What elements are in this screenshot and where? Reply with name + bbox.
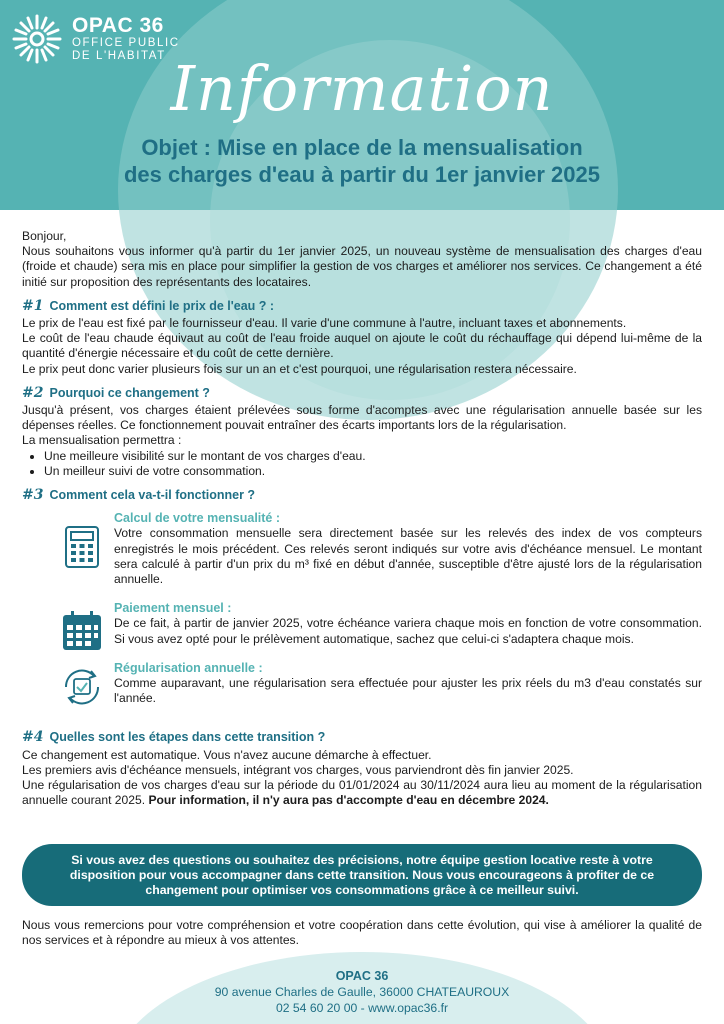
- subsection-monthly-payment: [22, 601, 702, 647]
- section-2-paragraph-2: La mensualisation permettra :: [22, 433, 182, 448]
- bullet-item: • Une meilleure visibilité sur le montant de vos charges d'eau.: [44, 449, 702, 464]
- contact-callout: [22, 844, 702, 906]
- section-4-title: [22, 730, 702, 745]
- intro-paragraph: Nous souhaitons vous informer qu'à partir du 1er janvier 2025, un nouveau système de mensualisation des charges d'eau (froide et chaude) sera mis en place pour simplifier la gestion de vos charges et améliorer nos services. Ce changement a été initié sur proposition des représentants des locataires.: [22, 244, 702, 289]
- greeting: Bonjour,: [22, 229, 67, 243]
- object-title-line-1: Objet : Mise en place de la mensualisation: [141, 135, 583, 160]
- letter-body: [22, 229, 702, 809]
- footer-contact: 02 54 60 20 00 - www.opac36.fr: [275, 1001, 449, 1015]
- section-2-number: #2: [22, 384, 44, 401]
- script-title: Information: [170, 52, 554, 125]
- section-1-number: #1: [22, 297, 44, 314]
- section-4-number: #4: [22, 729, 44, 746]
- subsection-text: Votre consommation mensuelle sera directement basée sur les relevés des index de vos compteurs enregistrés le mois précédent. Ces relevés seront indiqués sur votre avis d'échéance mensuel. Le montant sera calculé à partir d'un prix du m³ fixé en début d'année, susceptible d'être ajusté lors de la régularisation annuelle.: [114, 526, 702, 587]
- section-2-title: [22, 386, 702, 401]
- section-4-paragraph-2: Les premiers avis d'échéance mensuels, intégrant vos charges, vous parviendront dès fin janvier 2025.: [22, 762, 574, 777]
- footer-name: OPAC 36: [335, 969, 389, 983]
- calculator-icon: [60, 525, 104, 569]
- subsection-text: De ce fait, à partir de janvier 2025, votre échéance variera chaque mois en fonction de votre consommation. Si vous avez opté pour le prélèvement automatique, sachez que celui-ci s'adaptera chaque mois.: [114, 616, 702, 646]
- section-4-paragraph-3-text: Une régularisation de vos charges d'eau sur la période du 01/01/2024 au 30/11/2024 aura lieu au moment de la régularisation annuelle courant 2025.: [22, 778, 702, 808]
- subsection-text: Comme auparavant, une régularisation sera effectuée pour ajuster les prix réels du m3 d'eau constatés sur l'année.: [114, 676, 702, 706]
- section-1-paragraph-2: Le coût de l'eau chaude équivaut au coût de l'eau froide auquel on ajoute le coût du réchauffage qui dépend lui-même de la quantité d'énergie nécessaire et du coût de cette dernière.: [22, 331, 702, 361]
- section-3-title-text: Comment cela va-t-il fonctionner ?: [49, 488, 256, 503]
- section-2-bullet-list: [22, 449, 702, 479]
- object-title-line-2: des charges d'eau à partir du 1er janvier 2025: [123, 162, 601, 187]
- subsection-title: Calcul de votre mensualité :: [114, 511, 281, 526]
- logo-subtitle-1: OFFICE PUBLIC: [72, 37, 180, 49]
- object-title: [0, 134, 724, 188]
- bullet-item: • Un meilleur suivi de votre consommation.: [44, 464, 702, 479]
- section-4-title-text: Quelles sont les étapes dans cette transition ?: [49, 730, 326, 745]
- section-1-paragraph-3: Le prix peut donc varier plusieurs fois sur un an et c'est pourquoi, une régularisation restera nécessaire.: [22, 361, 577, 376]
- footer-address: 90 avenue Charles de Gaulle, 36000 CHATEAUROUX: [214, 985, 510, 999]
- calendar-icon: [60, 609, 104, 653]
- section-2-paragraph-1: Jusqu'à présent, vos charges étaient prélevées sous forme d'acomptes avec une régularisation annuelle basée sur les dépenses réelles. Ce fonctionnement pouvait entraîner des écarts importants lors de la régularisation.: [22, 403, 702, 433]
- section-3-number: #3: [22, 487, 44, 504]
- subsection-title: Paiement mensuel :: [114, 601, 232, 616]
- callout-text: Si vous avez des questions ou souhaitez des précisions, notre équipe gestion locative reste à votre disposition pour vous accompagner dans cette transition. Nous vous encourageons à profiter de ce changement pour optimiser vos consommations grâce à ce meilleur suivi.: [69, 852, 655, 897]
- section-4-paragraph-3-bold: Pour information, il n'y aura pas d'accompte d'eau en décembre 2024.: [148, 793, 549, 808]
- closing-paragraph: Nous vous remercions pour votre compréhension et votre coopération dans cette évolution, qui vise à améliorer la qualité de nos services et à répondre au mieux à vos attentes.: [22, 918, 702, 948]
- subsection-title: Régularisation annuelle :: [114, 660, 263, 675]
- subsection-annual-regularisation: [22, 661, 702, 707]
- section-2-title-text: Pourquoi ce changement ?: [49, 385, 210, 400]
- section-4-paragraph-3: [22, 778, 702, 808]
- section-1-title: [22, 299, 702, 314]
- section-1-title-text: Comment est défini le prix de l'eau ? :: [49, 298, 275, 313]
- calendar-refresh-icon: [60, 665, 104, 709]
- logo-name: OPAC 36: [72, 14, 164, 37]
- subsection-monthly-calculation: [22, 511, 702, 587]
- logo-subtitle-2: DE L'HABITAT: [72, 50, 166, 62]
- section-1-paragraph-1: Le prix de l'eau est fixé par le fournisseur d'eau. Il varie d'une commune à l'autre, incluant taxes et abonnements.: [22, 316, 627, 331]
- footer: [0, 968, 724, 1016]
- section-3-title: [22, 488, 702, 503]
- section-4-paragraph-1: Ce changement est automatique. Vous n'avez aucune démarche à effectuer.: [22, 747, 432, 762]
